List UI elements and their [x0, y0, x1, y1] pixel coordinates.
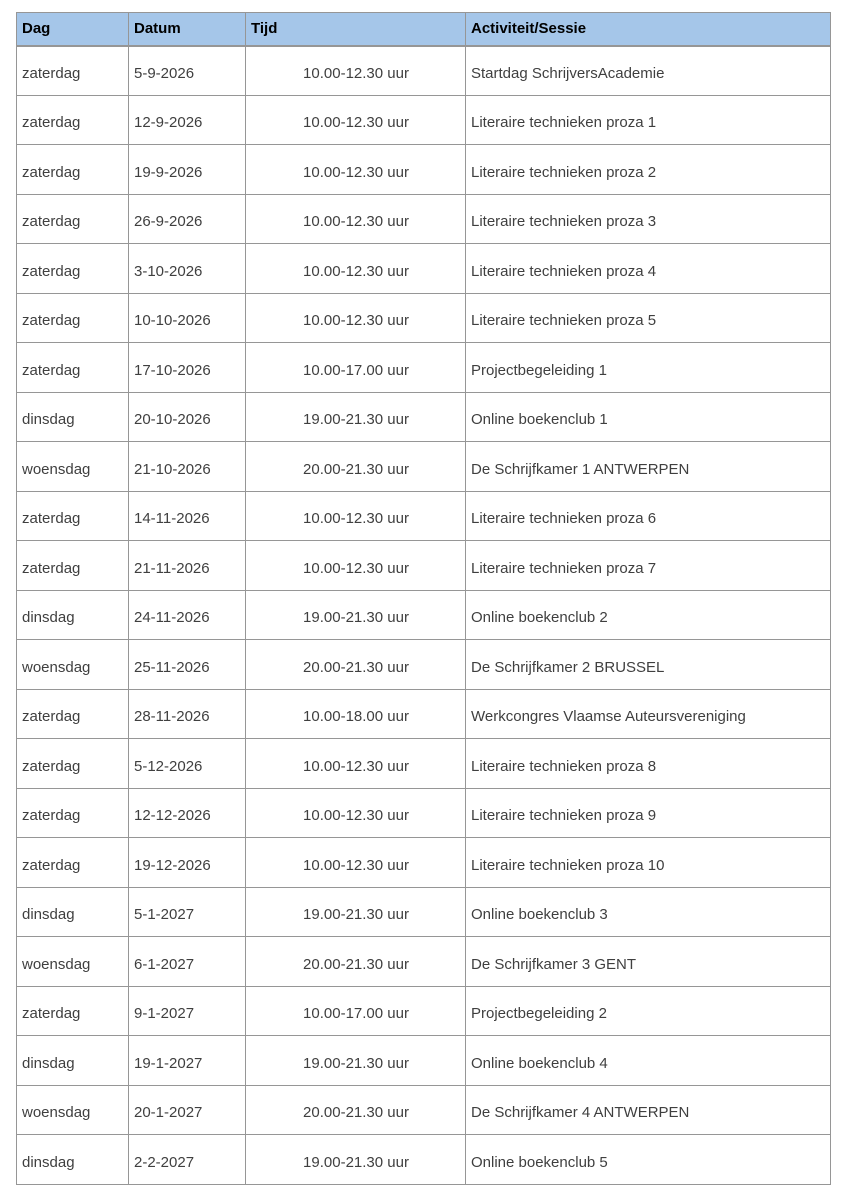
table-row [17, 541, 831, 591]
table-row [17, 442, 831, 492]
table-row [17, 788, 831, 838]
cell-tijd: 20.00-21.30 uur [246, 1085, 466, 1135]
cell-datum: 19-9-2026 [129, 145, 246, 195]
table-row [17, 689, 831, 739]
cell-dag: zaterdag [17, 788, 129, 838]
cell-tijd: 10.00-18.00 uur [246, 689, 466, 739]
cell-activiteit: Online boekenclub 4 [466, 1036, 831, 1086]
cell-tijd: 10.00-17.00 uur [246, 986, 466, 1036]
cell-tijd: 19.00-21.30 uur [246, 1135, 466, 1185]
cell-activiteit: Projectbegeleiding 1 [466, 343, 831, 393]
cell-dag: zaterdag [17, 194, 129, 244]
cell-datum: 21-11-2026 [129, 541, 246, 591]
cell-dag: zaterdag [17, 46, 129, 96]
cell-tijd: 19.00-21.30 uur [246, 392, 466, 442]
cell-activiteit: Literaire technieken proza 7 [466, 541, 831, 591]
cell-datum: 17-10-2026 [129, 343, 246, 393]
cell-dag: zaterdag [17, 343, 129, 393]
cell-dag: dinsdag [17, 1036, 129, 1086]
cell-datum: 28-11-2026 [129, 689, 246, 739]
cell-tijd: 10.00-12.30 uur [246, 46, 466, 96]
cell-tijd: 10.00-12.30 uur [246, 838, 466, 888]
cell-datum: 12-9-2026 [129, 95, 246, 145]
cell-tijd: 10.00-12.30 uur [246, 491, 466, 541]
cell-tijd: 10.00-12.30 uur [246, 739, 466, 789]
cell-tijd: 19.00-21.30 uur [246, 1036, 466, 1086]
cell-tijd: 10.00-17.00 uur [246, 343, 466, 393]
cell-activiteit: Literaire technieken proza 8 [466, 739, 831, 789]
cell-activiteit: Literaire technieken proza 9 [466, 788, 831, 838]
cell-datum: 3-10-2026 [129, 244, 246, 294]
cell-tijd: 20.00-21.30 uur [246, 442, 466, 492]
table-row [17, 937, 831, 987]
cell-datum: 9-1-2027 [129, 986, 246, 1036]
table-row [17, 986, 831, 1036]
cell-activiteit: Online boekenclub 5 [466, 1135, 831, 1185]
cell-tijd: 10.00-12.30 uur [246, 145, 466, 195]
cell-datum: 21-10-2026 [129, 442, 246, 492]
schedule-table [16, 12, 831, 1185]
column-header-activiteit: Activiteit/Sessie [466, 13, 831, 46]
column-header-datum: Datum [129, 13, 246, 46]
table-row [17, 1135, 831, 1185]
column-header-tijd: Tijd [246, 13, 466, 46]
cell-dag: woensdag [17, 640, 129, 690]
cell-dag: zaterdag [17, 689, 129, 739]
cell-activiteit: Online boekenclub 3 [466, 887, 831, 937]
cell-dag: zaterdag [17, 145, 129, 195]
cell-tijd: 10.00-12.30 uur [246, 293, 466, 343]
cell-dag: zaterdag [17, 838, 129, 888]
table-row [17, 244, 831, 294]
cell-dag: woensdag [17, 937, 129, 987]
table-row [17, 343, 831, 393]
cell-activiteit: Literaire technieken proza 5 [466, 293, 831, 343]
cell-activiteit: Literaire technieken proza 4 [466, 244, 831, 294]
cell-dag: dinsdag [17, 392, 129, 442]
table-row [17, 887, 831, 937]
cell-activiteit: Literaire technieken proza 3 [466, 194, 831, 244]
cell-activiteit: Literaire technieken proza 2 [466, 145, 831, 195]
cell-datum: 20-1-2027 [129, 1085, 246, 1135]
cell-dag: zaterdag [17, 541, 129, 591]
cell-datum: 19-1-2027 [129, 1036, 246, 1086]
cell-activiteit: Online boekenclub 1 [466, 392, 831, 442]
cell-activiteit: Online boekenclub 2 [466, 590, 831, 640]
cell-activiteit: De Schrijfkamer 4 ANTWERPEN [466, 1085, 831, 1135]
schedule-table-body [17, 46, 831, 1185]
table-row [17, 1036, 831, 1086]
table-row [17, 392, 831, 442]
cell-tijd: 10.00-12.30 uur [246, 194, 466, 244]
cell-dag: woensdag [17, 1085, 129, 1135]
cell-activiteit: Literaire technieken proza 6 [466, 491, 831, 541]
cell-activiteit: Startdag SchrijversAcademie [466, 46, 831, 96]
cell-tijd: 10.00-12.30 uur [246, 541, 466, 591]
cell-tijd: 20.00-21.30 uur [246, 937, 466, 987]
cell-tijd: 10.00-12.30 uur [246, 244, 466, 294]
cell-dag: zaterdag [17, 739, 129, 789]
cell-activiteit: De Schrijfkamer 3 GENT [466, 937, 831, 987]
table-row [17, 1085, 831, 1135]
cell-datum: 5-12-2026 [129, 739, 246, 789]
table-row [17, 194, 831, 244]
cell-datum: 10-10-2026 [129, 293, 246, 343]
cell-datum: 24-11-2026 [129, 590, 246, 640]
cell-tijd: 19.00-21.30 uur [246, 887, 466, 937]
table-row [17, 293, 831, 343]
cell-dag: dinsdag [17, 1135, 129, 1185]
cell-dag: woensdag [17, 442, 129, 492]
cell-tijd: 19.00-21.30 uur [246, 590, 466, 640]
cell-dag: dinsdag [17, 887, 129, 937]
cell-datum: 19-12-2026 [129, 838, 246, 888]
table-row [17, 491, 831, 541]
cell-activiteit: De Schrijfkamer 1 ANTWERPEN [466, 442, 831, 492]
cell-activiteit: Projectbegeleiding 2 [466, 986, 831, 1036]
header-row [17, 13, 831, 46]
cell-datum: 5-9-2026 [129, 46, 246, 96]
cell-datum: 25-11-2026 [129, 640, 246, 690]
cell-activiteit: Literaire technieken proza 10 [466, 838, 831, 888]
table-row [17, 739, 831, 789]
cell-datum: 14-11-2026 [129, 491, 246, 541]
cell-datum: 26-9-2026 [129, 194, 246, 244]
cell-datum: 20-10-2026 [129, 392, 246, 442]
cell-datum: 2-2-2027 [129, 1135, 246, 1185]
cell-dag: zaterdag [17, 95, 129, 145]
cell-tijd: 10.00-12.30 uur [246, 95, 466, 145]
table-row [17, 838, 831, 888]
cell-dag: zaterdag [17, 244, 129, 294]
schedule-table-header [17, 13, 831, 46]
cell-dag: dinsdag [17, 590, 129, 640]
cell-dag: zaterdag [17, 986, 129, 1036]
cell-activiteit: Werkcongres Vlaamse Auteursvereniging [466, 689, 831, 739]
table-row [17, 46, 831, 96]
column-header-dag: Dag [17, 13, 129, 46]
cell-datum: 5-1-2027 [129, 887, 246, 937]
table-row [17, 640, 831, 690]
cell-tijd: 10.00-12.30 uur [246, 788, 466, 838]
cell-activiteit: Literaire technieken proza 1 [466, 95, 831, 145]
cell-datum: 12-12-2026 [129, 788, 246, 838]
cell-datum: 6-1-2027 [129, 937, 246, 987]
cell-dag: zaterdag [17, 491, 129, 541]
cell-activiteit: De Schrijfkamer 2 BRUSSEL [466, 640, 831, 690]
cell-dag: zaterdag [17, 293, 129, 343]
table-row [17, 145, 831, 195]
table-row [17, 590, 831, 640]
table-row [17, 95, 831, 145]
cell-tijd: 20.00-21.30 uur [246, 640, 466, 690]
